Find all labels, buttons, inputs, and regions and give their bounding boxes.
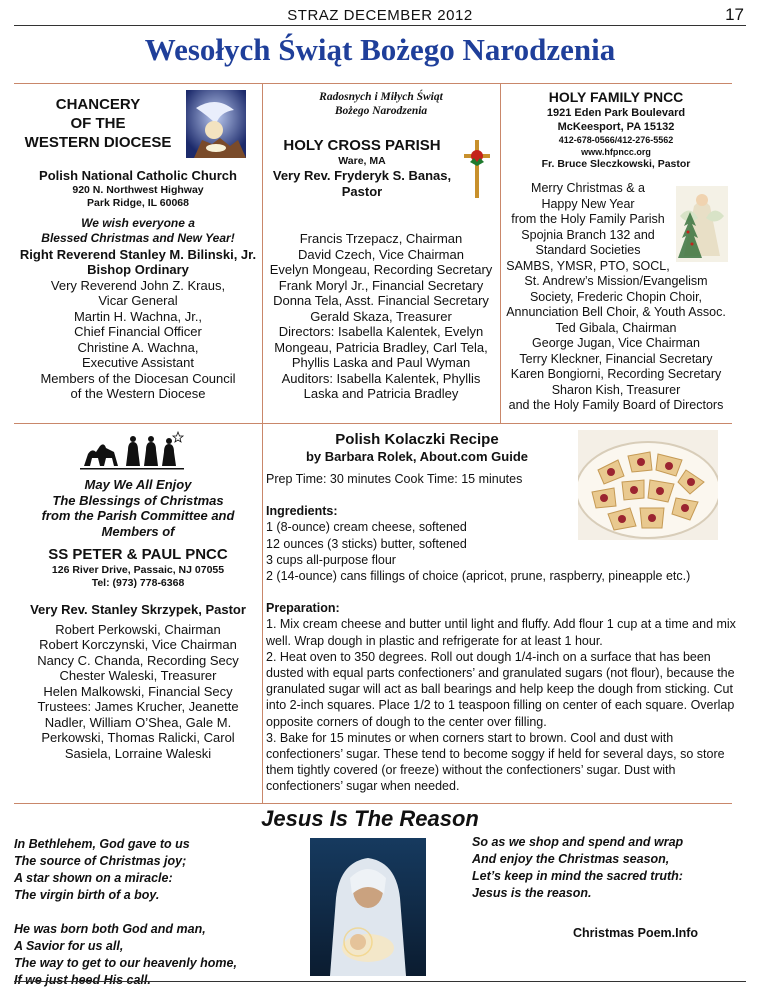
peter-paul-block: [14, 477, 262, 761]
bishop-title: Bishop Ordinary: [87, 262, 189, 277]
ingredients-heading: Ingredients:: [266, 504, 338, 519]
chancery-greeting-line: Blessed Christmas and New Year!: [41, 231, 235, 245]
chancery-title-line: CHANCERY: [55, 96, 141, 113]
preparation-step: 1. Mix cream cheese and butter until light and fluffy. Add flour 1 cup at a time and mix well. Wrap dough in plastic and refrigerate for at least 1 hour.: [266, 617, 736, 648]
holy-cross-member-line: Laska and Patricia Bradley: [303, 386, 459, 401]
page-number: 17: [725, 5, 744, 24]
holy-cross-greeting-line: Radosnych i Miłych Świąt: [319, 91, 443, 103]
poem-line: He was born both God and man,: [14, 922, 206, 936]
banner-title: Wesołych Świąt Bożego Narodzenia: [144, 32, 616, 67]
chancery-details: [14, 168, 262, 402]
chancery-staff-line: Members of the Diocesan Council: [40, 370, 236, 386]
ingredient-item: 3 cups all-purpose flour: [266, 552, 396, 567]
holy-family-message-line: Merry Christmas & a: [531, 181, 645, 195]
publication-title: STRAZ DECEMBER 2012: [287, 7, 473, 24]
recipe-heading: [262, 430, 572, 465]
holy-family-pastor: Fr. Bruce Sleczkowski, Pastor: [541, 158, 691, 170]
poem-line: So as we shop and spend and wrap: [472, 835, 684, 849]
page-header: [14, 4, 746, 26]
peter-paul-pastor: Very Rev. Stanley Skrzypek, Pastor: [30, 602, 246, 617]
holy-family-message-bottom: [500, 274, 732, 414]
magi-silhouette-icon: [78, 428, 188, 472]
holy-cross-member-line: Mongeau, Patricia Bradley, Carl Tela,: [274, 339, 488, 355]
holy-family-message-line: Standard Societies: [535, 243, 641, 257]
holy-family-message-line: from the Holy Family Parish: [511, 212, 665, 226]
holy-family-message-line: St. Andrew’s Mission/Evangelism: [524, 274, 708, 288]
holy-family-message-line: Spojnia Branch 132 and: [521, 227, 655, 242]
angel-image: [676, 186, 728, 262]
chancery-staff-line: Chief Financial Officer: [74, 324, 202, 339]
ingredient-item: 2 (14-ounce) cans fillings of choice (apricot, prune, raspberry, pineapple etc.): [266, 569, 691, 584]
chancery-staff-line: Vicar General: [98, 293, 178, 308]
holy-cross-member-line: Francis Trzepacz, Chairman: [299, 231, 463, 246]
peter-paul-member-line: Chester Waleski, Treasurer: [59, 668, 217, 683]
holy-family-message-top: [502, 181, 674, 274]
preparation-step: 2. Heat oven to 350 degrees. Roll out dough 1/4-inch on a surface that has been dusted with equal parts confectioners’ and granulated sugars (not flour), because the granulated sugar will act as ball bearings and help keep the dough from sticking. Cut into 2-inch squares. Place 1/2 to 1 teaspoon filling on center of each square. Overlap opposite corners of dough to the center over filling.: [266, 649, 735, 729]
peter-paul-greeting-line: Members of: [101, 523, 175, 539]
holy-cross-header: [262, 90, 500, 118]
holy-cross-member-line: Phyllis Laska and Paul Wyman: [291, 355, 471, 370]
poem-credit: Christmas Poem.Info: [573, 926, 699, 940]
preparation-step: 3. Bake for 15 minutes or when corners start to brown. Cool and dust with confectioners’ sugar. These tend to become soggy if held for several days, so store them tightly covered (or freeze) without the confectioners’ sugar. Dust with confectioners’ sugar when needed.: [266, 730, 725, 794]
poem-line: In Bethlehem, God gave to us: [14, 837, 190, 851]
holy-family-address-line: 1921 Eden Park Boulevard: [546, 107, 686, 119]
holy-family-message-line: Annunciation Bell Choir, & Youth Assoc.: [506, 305, 726, 319]
peter-paul-address: 126 River Drive, Passaic, NJ 07055: [51, 564, 225, 576]
chancery-staff-line: Martin H. Wachna, Jr.,: [73, 308, 203, 324]
holy-family-message-line: Society, Frederic Chopin Choir,: [529, 289, 703, 304]
chancery-staff-line: Very Reverend John Z. Kraus,: [50, 277, 226, 293]
chancery-title-line: WESTERN DIOCESE: [24, 134, 172, 151]
chancery-title: [14, 95, 182, 152]
holy-cross-parish-block: [264, 136, 460, 199]
poem-line: A star shown on a miracle:: [14, 871, 173, 885]
holy-family-website: www.hfpncc.org: [581, 147, 651, 157]
holy-cross-members: [262, 231, 500, 402]
peter-paul-member-line: Robert Perkowski, Chairman: [55, 621, 221, 637]
holy-cross-member-line: David Czech, Vice Chairman: [298, 246, 464, 262]
rule-middle: [14, 423, 732, 424]
holy-family-parish-name: HOLY FAMILY PNCC: [548, 89, 684, 105]
rule-bottom: [14, 803, 732, 804]
nativity-image: [186, 90, 246, 158]
holy-cross-pastor-line: Very Rev. Fryderyk S. Banas,: [272, 168, 452, 183]
ingredient-item: 1 (8-ounce) cream cheese, softened: [266, 520, 467, 535]
holy-family-header: [500, 88, 732, 171]
peter-paul-parish-name: SS PETER & PAUL PNCC: [48, 546, 228, 563]
chancery-staff-line: Christine A. Wachna,: [77, 339, 199, 355]
preparation-heading: Preparation:: [266, 601, 340, 616]
bishop-name: Right Reverend Stanley M. Bilinski, Jr.: [19, 246, 257, 262]
poem-right-column: [472, 834, 742, 902]
poem-line: Jesus is the reason.: [472, 886, 592, 900]
peter-paul-member-line: Nancy C. Chanda, Recording Secy: [37, 652, 239, 668]
peter-paul-greeting-line: from the Parish Committee and: [41, 508, 235, 523]
rule-top: [14, 83, 732, 84]
poem-line: The way to get to our heavenly home,: [14, 956, 237, 970]
holy-family-message-line: SAMBS, YMSR, PTO, SOCL,: [506, 258, 670, 273]
chancery-address-line: 920 N. Northwest Highway: [72, 183, 204, 196]
peter-paul-greeting-line: May We All Enjoy: [84, 477, 192, 492]
holy-family-message-line: Happy New Year: [541, 196, 635, 211]
holy-family-message-line: Terry Kleckner, Financial Secretary: [519, 351, 713, 366]
holy-family-message-line: George Jugan, Vice Chairman: [532, 336, 700, 350]
ingredient-item: 12 ounces (3 sticks) butter, softened: [266, 536, 467, 551]
poem-line: The virgin birth of a boy.: [14, 888, 160, 902]
poem-title: Jesus Is The Reason: [261, 806, 479, 831]
holy-family-message-line: Karen Bongiorni, Recording Secretary: [510, 367, 722, 381]
poem-line: If we just heed His call.: [14, 973, 151, 987]
holy-cross-greeting-line: Bożego Narodzenia: [334, 105, 428, 117]
holy-cross-member-line: Auditors: Isabella Kalentek, Phyllis: [281, 370, 481, 386]
holy-cross-member-line: Evelyn Mongeau, Recording Secretary: [269, 262, 493, 277]
holy-cross-member-line: Gerald Skaza, Treasurer: [310, 308, 452, 324]
chancery-address-line: Park Ridge, IL 60068: [87, 196, 189, 209]
holy-family-message-line: Sharon Kish, Treasurer: [551, 382, 681, 397]
chancery-staff-line: of the Western Diocese: [70, 386, 206, 401]
peter-paul-member-line: Perkowski, Thomas Ralicki, Carol: [41, 730, 235, 745]
peter-paul-member-line: Trustees: James Krucher, Jeanette: [37, 699, 239, 714]
peter-paul-member-line: Nadler, William O’Shea, Gale M.: [44, 714, 232, 730]
peter-paul-member-line: Robert Korczynski, Vice Chairman: [39, 637, 237, 652]
holy-family-address-line: McKeesport, PA 15132: [557, 121, 675, 133]
chancery-greeting-line: We wish everyone a: [81, 215, 195, 230]
recipe-title: Polish Kolaczki Recipe: [335, 431, 499, 448]
holy-cross-member-line: Directors: Isabella Kalentek, Evelyn: [278, 324, 484, 339]
holy-cross-member-line: Frank Moryl Jr., Financial Secretary: [278, 277, 484, 293]
recipe-times: Prep Time: 30 minutes Cook Time: 15 minutes: [266, 472, 523, 486]
peter-paul-greeting-line: The Blessings of Christmas: [52, 492, 224, 508]
poem-line: The source of Christmas joy;: [14, 854, 187, 868]
holy-cross-parish-name: HOLY CROSS PARISH: [283, 137, 441, 154]
recipe-byline: by Barbara Rolek, About.com Guide: [305, 449, 528, 464]
peter-paul-member-line: Helen Malkowski, Financial Secy: [43, 683, 233, 699]
madonna-child-image: [310, 838, 426, 976]
peter-paul-phone: Tel: (973) 778-6368: [91, 577, 185, 589]
chancery-church-name: Polish National Catholic Church: [39, 168, 237, 183]
holy-cross-location: Ware, MA: [338, 155, 386, 167]
bottom-rule: [14, 981, 746, 982]
holy-cross-member-line: Donna Tela, Asst. Financial Secretary: [273, 293, 489, 308]
poem-line: Let’s keep in mind the sacred truth:: [472, 869, 683, 883]
holy-family-phone: 412-678-0566/412-276-5562: [558, 135, 674, 145]
holy-cross-pastor-line: Pastor: [341, 183, 383, 199]
chancery-staff-line: Executive Assistant: [82, 355, 194, 370]
poem-left-column: [14, 836, 304, 989]
poem-line: And enjoy the Christmas season,: [472, 852, 670, 866]
holy-family-message-line: Ted Gibala, Chairman: [555, 320, 677, 335]
holy-family-message-line: and the Holy Family Board of Directors: [508, 398, 724, 412]
chancery-title-line: OF THE: [70, 115, 126, 132]
poem-line: A Savior for us all,: [14, 939, 124, 953]
cross-icon: [460, 138, 494, 200]
recipe-body: [266, 471, 742, 795]
peter-paul-member-line: Sasiela, Lorraine Waleski: [64, 745, 212, 761]
